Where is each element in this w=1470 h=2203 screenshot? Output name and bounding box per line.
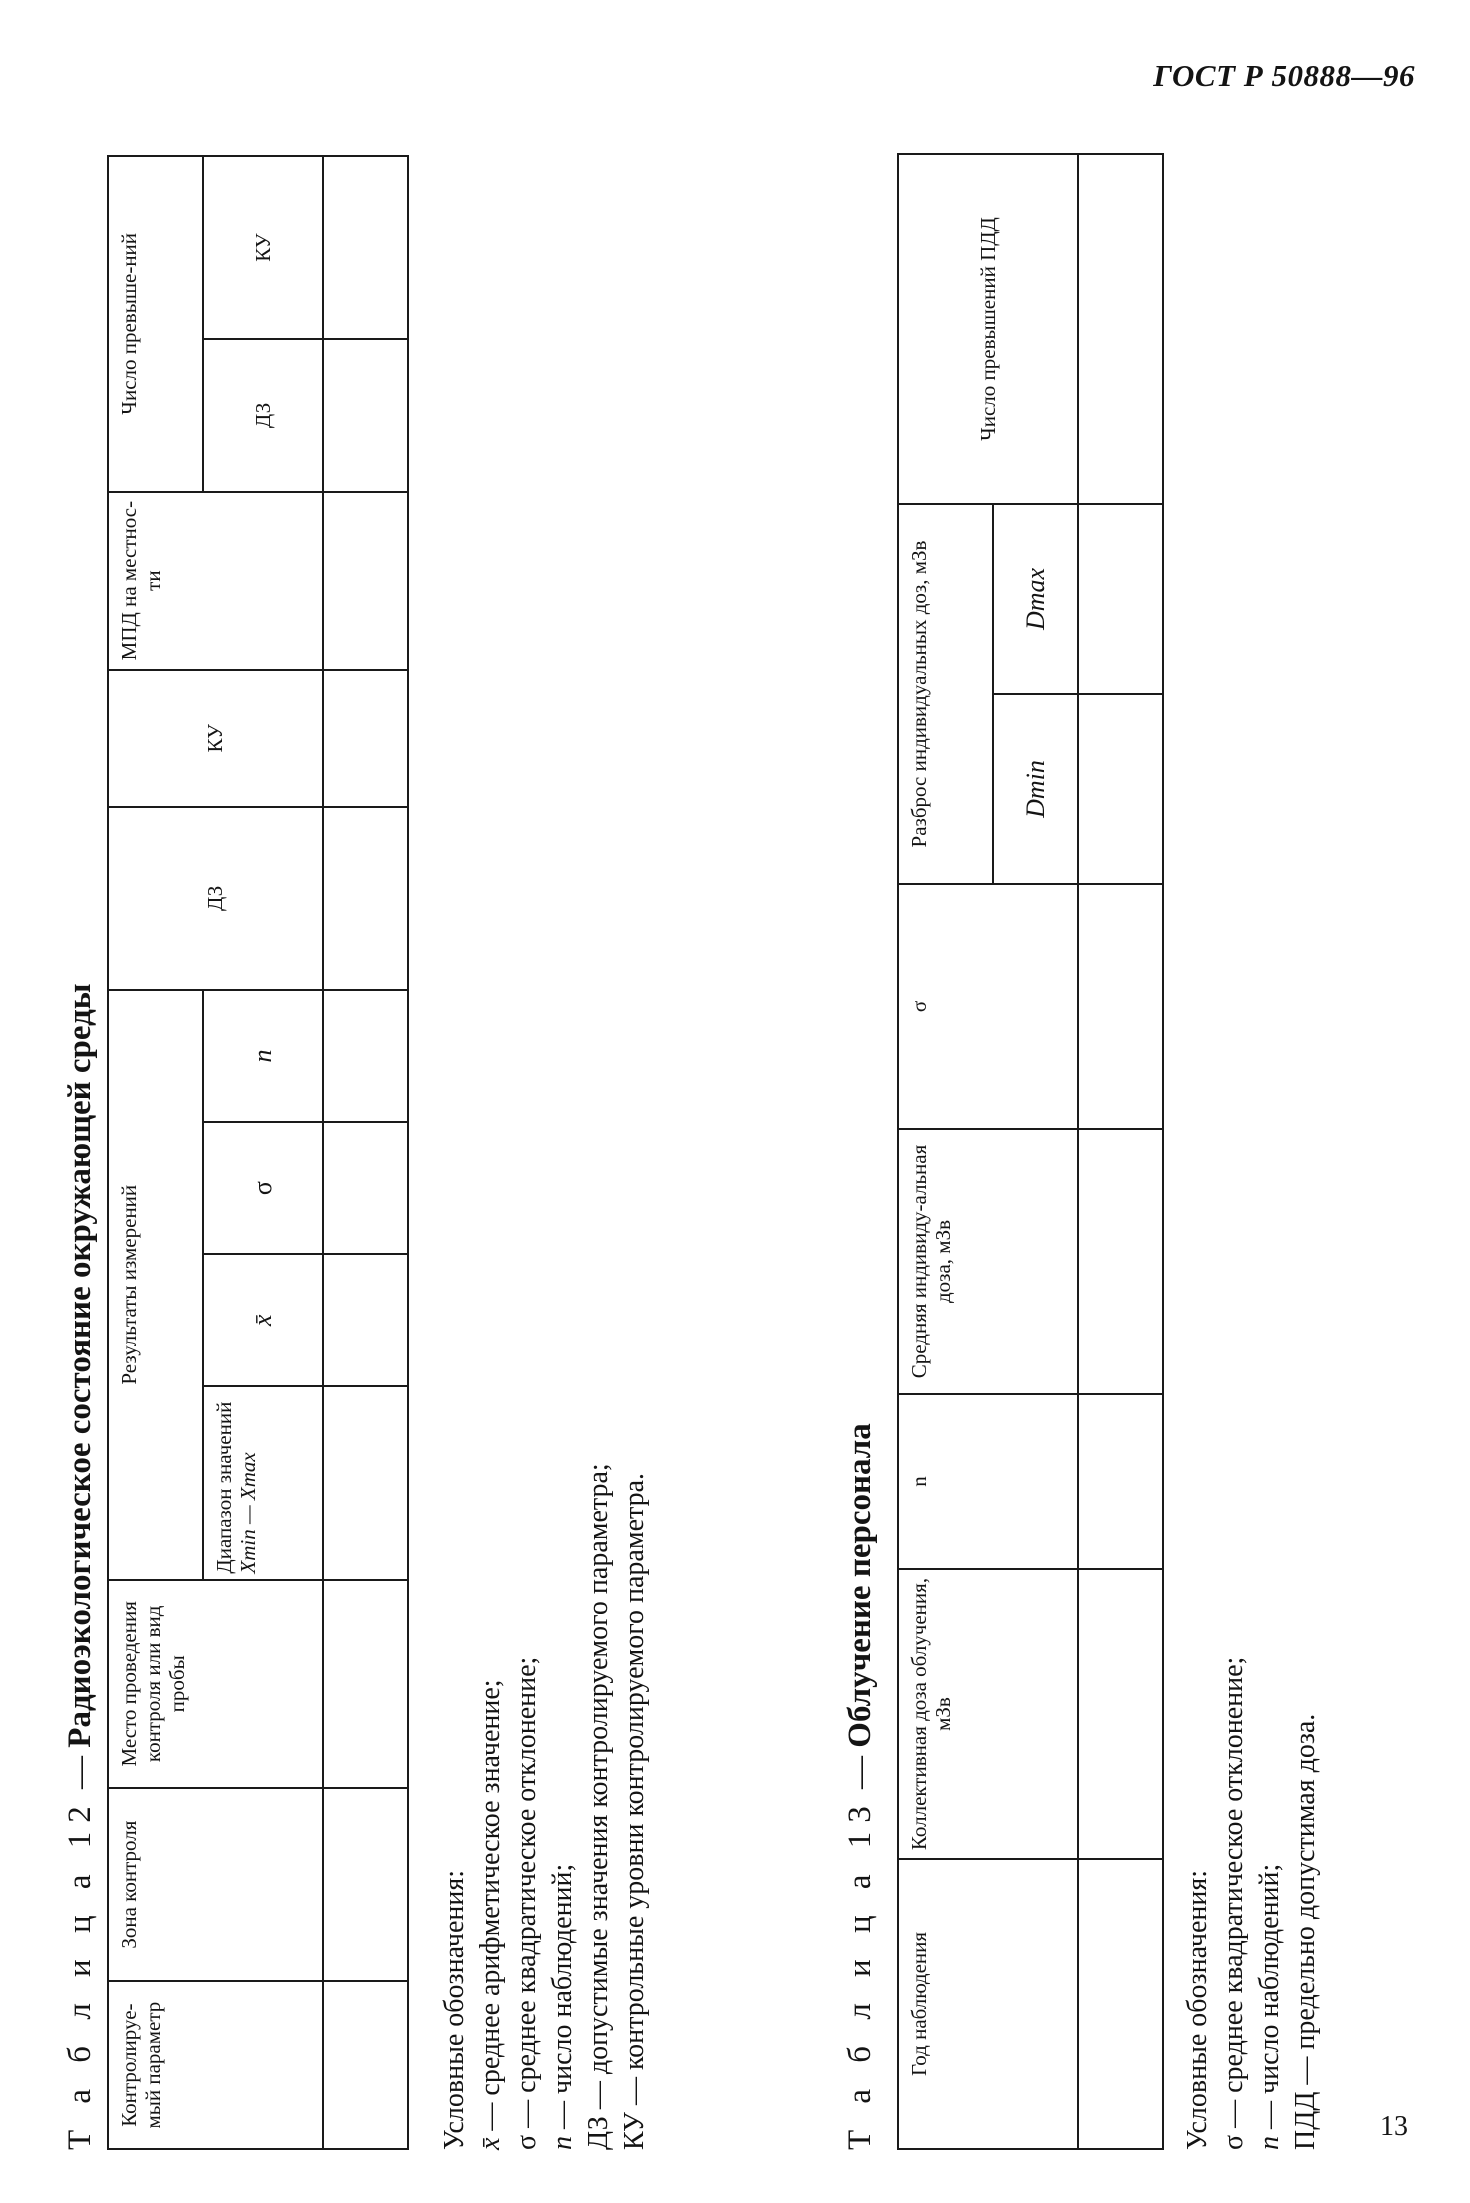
legend12-sym: КУ: [619, 2112, 650, 2150]
legend12-sym: x̄: [475, 2137, 506, 2150]
t12-header-mpd: МПД на местнос-ти: [108, 492, 323, 670]
legend12-text: — среднее квадратическое отклонение;: [511, 1656, 542, 2135]
table12-title: Радиоэкологическое состояние окружающей среды: [62, 983, 98, 1748]
t12-header-ku: КУ: [108, 670, 323, 807]
t12-header-exceed: Число превыше-ний: [108, 156, 203, 492]
standard-number: ГОСТ Р 50888—96: [1153, 58, 1415, 93]
t13-header-dmin: Dmin: [993, 694, 1078, 884]
table12-label: Т а б л и ц а 12: [62, 1797, 98, 2150]
t12-header-dz: ДЗ: [108, 807, 323, 990]
t13-header-n: n: [898, 1394, 1078, 1569]
legend13-item: [1288, 1657, 1324, 2150]
legend12-sym: σ: [511, 2134, 542, 2150]
legend13-sym: ПДД: [1290, 2091, 1321, 2150]
t13-header-dmax: Dmax: [993, 504, 1078, 694]
table13-caption: [842, 1423, 879, 2150]
legend13-sym: n: [1254, 2136, 1285, 2150]
t13-header-exceed: Число превышений ПДД: [898, 154, 1078, 504]
legend12-item: [473, 1463, 509, 2150]
legend13-text: — среднее квадратическое отклонение;: [1218, 1656, 1249, 2135]
legend13-item: [1252, 1657, 1288, 2150]
legend12-item: [545, 1463, 581, 2150]
legend13-sym: σ: [1218, 2134, 1249, 2150]
t12-header-param: Контролируе-мый параметр: [108, 1981, 323, 2149]
table13: [897, 153, 1164, 2150]
t12-header-exceed-ku: КУ: [203, 156, 323, 339]
legend12-sym: ДЗ: [583, 2116, 614, 2150]
t13-header-sigma: σ: [898, 884, 1078, 1129]
t12-header-place: Место проведения контроля или вид пробы: [108, 1580, 323, 1788]
table12: [107, 155, 409, 2150]
t12-range-label: Диапазон значений: [212, 1401, 236, 1574]
t12-header-range: [203, 1386, 323, 1579]
legend12-text: — допустимые значения контролируемого параметра;: [583, 1463, 614, 2117]
legend12-item: [617, 1463, 653, 2150]
legend12-text: — число наблюдений;: [547, 1863, 578, 2136]
legend12-text: — контрольные уровни контролируемого параметра.: [619, 1472, 650, 2113]
table13-dash: —: [842, 1747, 878, 1798]
t13-header-collective: Коллективная доза облучения, мЗв: [898, 1569, 1078, 1859]
t13-empty-row: [1078, 154, 1163, 2149]
legend13: [1180, 1657, 1324, 2150]
t12-range-formula: Xmin — Xmax: [236, 1452, 261, 1574]
t12-header-sigma: σ: [203, 1122, 323, 1254]
legend12-sym: n: [547, 2136, 578, 2150]
t12-header-exceed-dz: ДЗ: [203, 339, 323, 492]
t12-header-results: Результаты измерений: [108, 990, 203, 1580]
t13-header-spread: Разброс индивидуальных доз, мЗв: [898, 504, 993, 884]
legend12-text: — среднее арифметическое значение;: [475, 1679, 506, 2138]
legend12: [437, 1463, 653, 2150]
table12-dash: —: [62, 1747, 98, 1798]
t13-header-year: Год наблюдения: [898, 1859, 1078, 2149]
legend13-text: — число наблюдений;: [1254, 1863, 1285, 2136]
t12-header-mean: x̄: [203, 1254, 323, 1386]
legend12-item: [581, 1463, 617, 2150]
table12-caption: [62, 983, 99, 2150]
t13-header-mean-dose: Средняя индивиду-альная доза, мЗв: [898, 1129, 1078, 1394]
legend12-item: [509, 1463, 545, 2150]
t12-header-n: n: [203, 990, 323, 1122]
table13-label: Т а б л и ц а 13: [842, 1797, 878, 2150]
legend12-heading: Условные обозначения:: [439, 1869, 470, 2150]
legend13-heading: Условные обозначения:: [1182, 1869, 1213, 2150]
page-number: 13: [1380, 2111, 1408, 2142]
legend13-text: — предельно допустимая доза.: [1290, 1713, 1321, 2092]
t12-empty-row: [323, 156, 408, 2149]
t12-header-zone: Зона контроля: [108, 1788, 323, 1981]
rotated-content: [52, 90, 1392, 2150]
legend13-item: [1216, 1657, 1252, 2150]
table13-title: Облучение персонала: [842, 1423, 878, 1748]
